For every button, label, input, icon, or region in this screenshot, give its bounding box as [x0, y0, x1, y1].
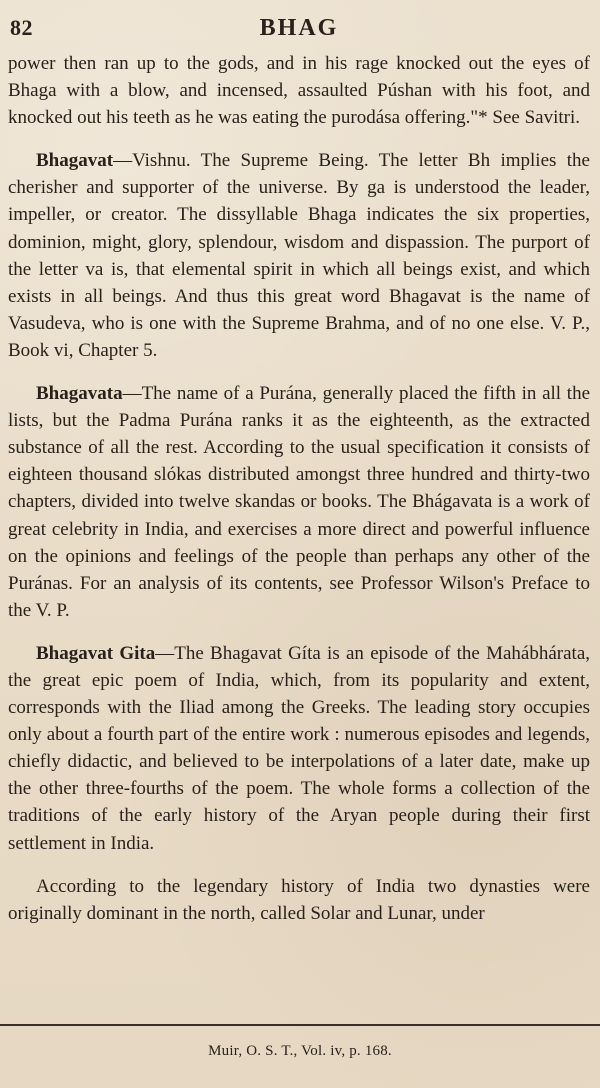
- page-body: [8, 50, 590, 927]
- entry-headword: Bhagavata: [36, 383, 123, 405]
- entry-text: —Vishnu. The Supreme Being. The letter Bh implies the cherisher and supporter of the universe. By ga is understood the leader, impeller, or creator. The dissyllable Bhaga indicates the six properties, dominion, might, glory, splendour, wisdom and dispassion. The purport of the letter va is, that elemental spirit in which all beings exist, and which exists in all beings. And thus this great word Bhagavat is the name of Vasudeva, who is one with the Supreme Brahma, and of no one else. V. P., Book vi, Chapter 5.: [8, 150, 590, 361]
- entry-headword: Bhagavat Gita: [36, 642, 156, 664]
- entry-text: —The name of a Purána, generally placed the fifth in all the lists, but the Padma Purána ranks it as the eighteenth, as the extracted substance of all the rest. According to the usual specification it consists of eighteen thousand slókas distributed amongst three hundred and thirty-two chapters, divided into twelve skandas or books. The Bhágavata is a work of great celebrity in India, and exercises a more direct and powerful influence on the opinions and feelings of the people than perhaps any other of the Puránas. For an analysis of its contents, see Professor Wilson's Preface to the V. P.: [8, 383, 590, 621]
- page-header: [8, 10, 590, 44]
- entry-headword: Bhagavat: [36, 150, 114, 172]
- entry-text: —The Bhagavat Gíta is an episode of the Mahábhárata, the great epic poem of India, which, from its popularity and extent, corresponds with the Iliad among the Greeks. The leading story occupies only about a fourth part of the entire work : numerous episodes and legends, chiefly didactic, and believed to be interpolations of a later date, make up the other three-fourths of the poem. The whole forms a collection of the traditions of the early history of the Aryan people during their first settlement in India.: [8, 642, 591, 854]
- paragraph-text: power then ran up to the gods, and in his rage knocked out the eyes of Bhaga with a blow, and incensed, assaulted Púshan with his foot, and knocked out his teeth as he was eating the purodása offering."* See Savitri.: [8, 53, 590, 129]
- continued-paragraph: [8, 50, 590, 131]
- continuation-paragraph: [8, 873, 590, 927]
- entry-bhagavat-gita: [8, 640, 590, 857]
- footnote-rule: [0, 1024, 600, 1026]
- page-number: 82: [10, 15, 33, 40]
- entry-bhagavat: [8, 147, 590, 364]
- running-head: BHAG: [259, 15, 339, 41]
- footnote: Muir, O. S. T., Vol. iv, p. 168.: [208, 1043, 392, 1059]
- entry-bhagavata: [8, 380, 590, 624]
- paragraph-text: According to the legendary history of India two dynasties were originally dominant in the north, called Solar and Lunar, under: [8, 875, 590, 924]
